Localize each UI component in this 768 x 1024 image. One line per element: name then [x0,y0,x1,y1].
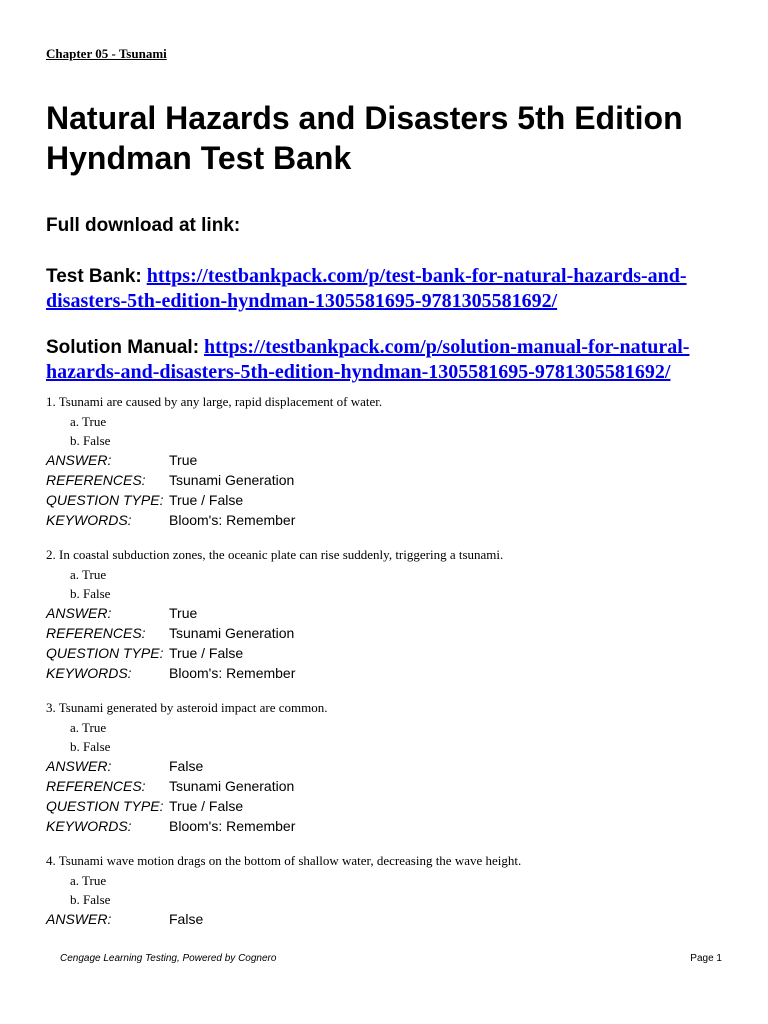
keywords-label: KEYWORDS: [46,818,132,834]
keywords-row [46,816,746,836]
solution-manual-link-part-2: hazards-and-disasters-5th-edition-hyndman-1305581695-9781305581692/ [46,361,671,383]
references-row [46,470,746,490]
keywords-label: KEYWORDS: [46,665,132,681]
answer-label: ANSWER: [46,605,112,621]
keywords-value: Bloom's: Remember [169,665,296,681]
answer-option: a. True [70,567,107,582]
answer-option: b. False [70,433,111,448]
answer-row [46,603,746,623]
question-text: 1. Tsunami are caused by any large, rapid displacement of water. [46,394,383,409]
keywords-value: Bloom's: Remember [169,818,296,834]
solution-manual-link-part-1: https://testbankpack.com/p/solution-manual-for-natural- [204,336,690,358]
keywords-row [46,510,746,530]
document-title [46,98,746,178]
keywords-value: Bloom's: Remember [169,512,296,528]
solution-manual-label: Solution Manual: [46,337,200,358]
answer-option: b. False [70,892,111,907]
question-type-row [46,796,746,816]
question-text: 2. In coastal subduction zones, the oceanic plate can rise suddenly, triggering a tsunami. [46,547,504,562]
solution-manual-link-block [46,335,736,384]
answer-value: False [169,911,204,927]
test-bank-label: Test Bank: [46,266,142,287]
test-bank-link-part-1: https://testbankpack.com/p/test-bank-for-natural-hazards-and- [146,265,687,287]
answer-option: b. False [70,739,111,754]
question-type-label: QUESTION TYPE: [46,492,164,508]
keywords-row [46,663,746,683]
answer-label: ANSWER: [46,452,112,468]
keywords-label: KEYWORDS: [46,512,132,528]
references-label: REFERENCES: [46,625,146,641]
answer-value: False [169,758,204,774]
chapter-heading: Chapter 05 - Tsunami [46,46,167,61]
answer-option: a. True [70,720,107,735]
answer-value: True [169,452,198,468]
footer-credit: Cengage Learning Testing, Powered by Cognero [60,953,277,964]
answer-value: True [169,605,198,621]
references-value: Tsunami Generation [169,625,295,641]
question-text: 3. Tsunami generated by asteroid impact are common. [46,700,328,715]
question-type-label: QUESTION TYPE: [46,645,164,661]
title-line-1: Natural Hazards and Disasters 5th Edition [46,100,683,136]
answer-label: ANSWER: [46,911,112,927]
question-type-value: True / False [169,798,244,814]
answer-option: a. True [70,873,107,888]
answer-option: a. True [70,414,107,429]
references-label: REFERENCES: [46,472,146,488]
test-bank-link[interactable] [46,265,687,312]
question-item [46,545,746,683]
page-number: Page 1 [690,953,722,964]
answer-row [46,450,746,470]
answer-label: ANSWER: [46,758,112,774]
question-type-row [46,490,746,510]
question-item [46,392,746,530]
test-bank-link-block [46,264,736,313]
question-text: 4. Tsunami wave motion drags on the bottom of shallow water, decreasing the wave height. [46,853,522,868]
question-type-value: True / False [169,645,244,661]
answer-row [46,909,746,929]
answer-option: b. False [70,586,111,601]
question-type-value: True / False [169,492,244,508]
references-row [46,776,746,796]
question-item [46,851,746,929]
question-list [46,392,746,944]
full-download-label: Full download at link: [46,215,241,236]
question-type-row [46,643,746,663]
references-value: Tsunami Generation [169,472,295,488]
test-bank-link-part-2: disasters-5th-edition-hyndman-1305581695-9781305581692/ [46,290,558,312]
question-type-label: QUESTION TYPE: [46,798,164,814]
references-row [46,623,746,643]
references-label: REFERENCES: [46,778,146,794]
answer-row [46,756,746,776]
title-line-2: Hyndman Test Bank [46,140,352,176]
references-value: Tsunami Generation [169,778,295,794]
question-item [46,698,746,836]
